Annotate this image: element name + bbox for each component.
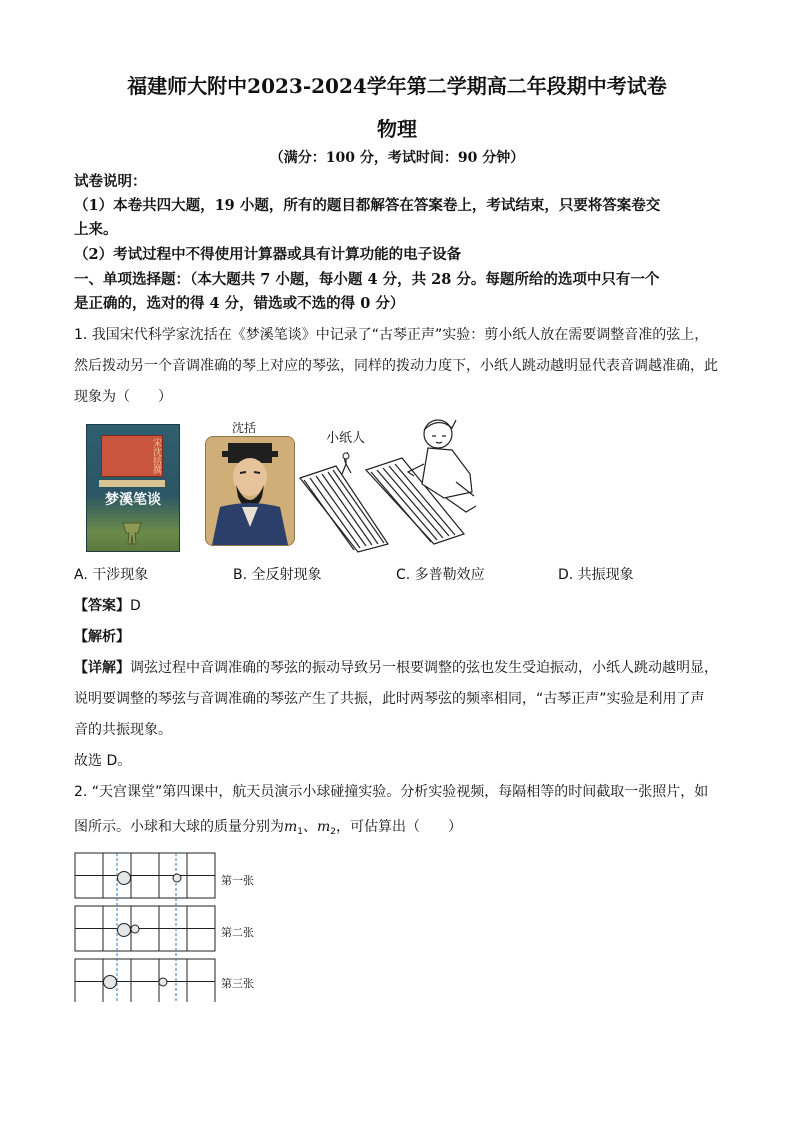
- answer-tag: 【答案】: [74, 598, 130, 614]
- q1-answer: [74, 595, 141, 615]
- subject-title: 物理: [377, 117, 417, 141]
- mass-subscript-2: 2: [330, 827, 337, 837]
- collision-photos-svg: [74, 852, 216, 1002]
- photo-label-3: 第三张: [221, 977, 254, 990]
- q1-detail-line2: 说明要调整的琴弦与音调准确的琴弦产生了共振，此时两琴弦的频率相同，“古琴正声”实验是利用了声: [74, 691, 705, 707]
- q1-analysis-tag: [74, 626, 130, 646]
- q1-option-b: B. 全反射现象: [233, 567, 322, 583]
- mass-symbol-m1: m: [284, 819, 298, 835]
- q1-option-c: C. 多普勒效应: [396, 567, 485, 583]
- exam-title: 福建师大附中2023-2024学年第二学期高二年段期中考试卷: [127, 74, 667, 98]
- zither-experiment-illustration: [296, 412, 482, 554]
- analysis-tag: 【解析】: [74, 629, 130, 645]
- q1-option-d: D. 共振现象: [558, 567, 634, 583]
- mass-symbol-m2: m: [317, 819, 331, 835]
- book-title: 梦溪笔谈: [105, 492, 161, 508]
- book-cover-image: [86, 424, 180, 552]
- q2-stem-text-a: 图所示。小球和大球的质量分别为: [74, 819, 284, 835]
- collision-photo-figure: [74, 852, 216, 1002]
- paper-man-label: 小纸人: [326, 431, 366, 446]
- q1-stem-line3: 现象为（ ）: [74, 389, 172, 405]
- instruction-item-1-cont: 上来。: [74, 221, 118, 238]
- exam-meta: （满分：100 分，考试时间：90 分钟）: [269, 150, 525, 166]
- q1-conclusion: 故选 D。: [74, 753, 132, 769]
- instruction-item-2: （2）考试过程中不得使用计算器或具有计算功能的电子设备: [74, 246, 462, 263]
- q1-option-a: A. 干涉现象: [74, 567, 149, 583]
- mass-subscript-1: 1: [297, 827, 304, 837]
- q2-separator: 、: [303, 819, 318, 835]
- bronze-vessel-icon: [117, 517, 147, 547]
- photo-label-2: 第二张: [221, 926, 254, 939]
- portrait-label: 沈括: [232, 421, 257, 435]
- q2-stem-line1: 2. “天宫课堂”第四课中，航天员演示小球碰撞实验。分析实验视频，每隔相等的时间截取一张照片，如: [74, 784, 709, 800]
- detail-tag: 【详解】: [74, 660, 130, 676]
- detail-text-1: 调弦过程中音调准确的琴弦的振动导致另一根要调整的弦也发生受迫振动，小纸人跳动越明显，: [130, 660, 718, 676]
- photo-label-1: 第一张: [221, 874, 254, 887]
- q2-stem-text-b: ，可估算出（ ）: [336, 819, 463, 835]
- section-1-heading-cont: 是正确的，选对的得 4 分，错选或不选的得 0 分）: [74, 295, 405, 312]
- q1-stem-line2: 然后拨动另一个音调准确的琴上对应的琴弦，同样的拨动力度下，小纸人跳动越明显代表音调越准确，此: [74, 358, 718, 374]
- book-seal: [101, 435, 163, 477]
- section-1-heading: 一、单项选择题：（本大题共 7 小题，每小题 4 分，共 28 分。每题所给的选项中只有一个: [74, 271, 660, 288]
- answer-value: D: [130, 598, 141, 614]
- instructions-heading: 试卷说明：: [74, 173, 147, 190]
- shen-kuo-portrait: [205, 436, 295, 546]
- book-band: [99, 480, 165, 487]
- q1-stem-line1: 1. 我国宋代科学家沈括在《梦溪笔谈》中记录了“古琴正声”实验：剪小纸人放在需要调整音准的弦上，: [74, 327, 709, 343]
- book-seal-text: 宋沈括撰: [151, 438, 161, 474]
- q1-detail-line3: 音的共振现象。: [74, 722, 172, 738]
- q2-stem-line2: [74, 816, 462, 837]
- instruction-item-1: （1）本卷共四大题，19 小题，所有的题目都解答在答案卷上，考试结束，只要将答案卷交: [74, 197, 661, 214]
- q1-detail-line1: [74, 657, 718, 677]
